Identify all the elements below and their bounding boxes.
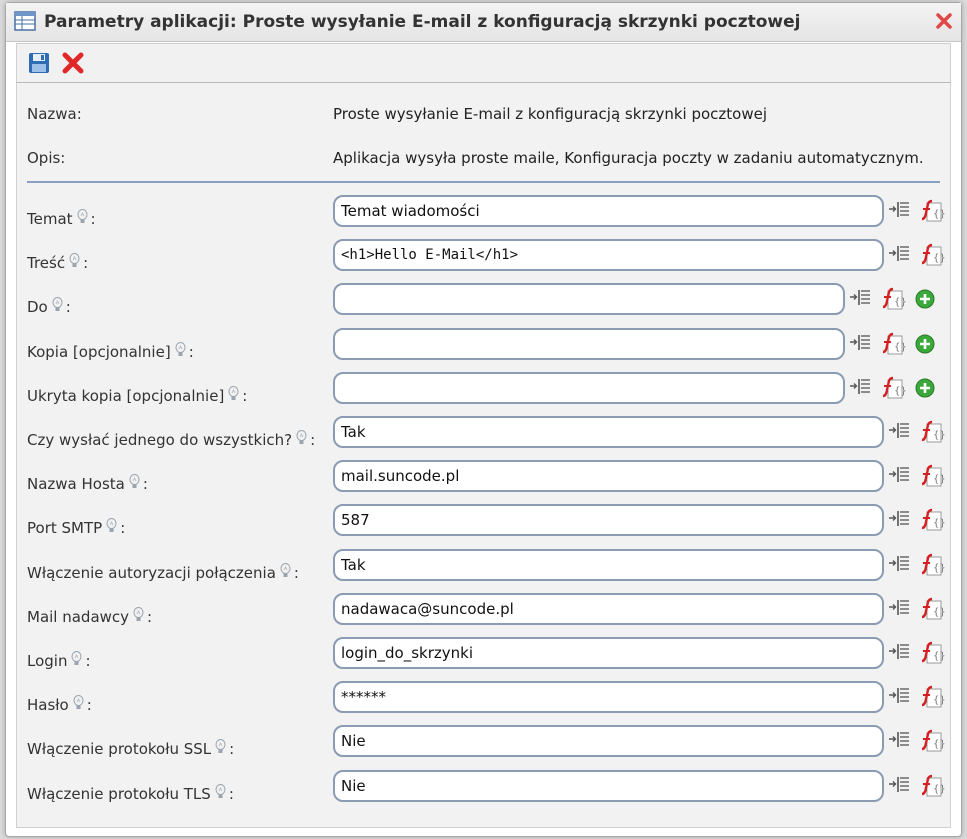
parameter-row (17, 593, 950, 637)
insert-variable-icon[interactable] (888, 597, 912, 621)
parameter-row (17, 504, 950, 548)
parameter-input[interactable] (333, 328, 845, 360)
parameter-label-text: Kopia [opcjonalnie] (27, 342, 171, 361)
parameter-input[interactable] (333, 416, 884, 448)
description-label: Opis: (27, 149, 66, 167)
parameter-label (27, 651, 91, 670)
parameter-input[interactable] (333, 770, 884, 802)
dialog-title: Parametry aplikacji: Proste wysyłanie E-mail z konfiguracją skrzynki pocztowej (44, 12, 801, 32)
parameter-input[interactable] (333, 504, 884, 536)
label-colon: : (85, 652, 91, 670)
function-icon[interactable] (919, 774, 946, 798)
function-icon[interactable] (919, 464, 946, 488)
parameter-label-text: Włączenie autoryzacji połączenia (27, 563, 276, 582)
svg-text:{}: {} (933, 695, 946, 707)
save-icon[interactable] (27, 51, 51, 75)
parameter-input[interactable] (333, 195, 884, 227)
parameter-row (17, 195, 950, 239)
label-colon: : (120, 519, 126, 538)
parameter-label (27, 474, 148, 493)
parameter-row (17, 372, 950, 416)
parameter-input[interactable] (333, 593, 884, 625)
parameter-label (27, 563, 299, 582)
parameter-row (17, 681, 950, 725)
label-colon: : (293, 563, 299, 582)
parameter-row (17, 549, 950, 593)
function-icon[interactable] (919, 553, 946, 577)
parameter-input[interactable] (333, 372, 845, 404)
parameter-input[interactable] (333, 725, 884, 757)
parameter-label (27, 253, 88, 272)
insert-variable-icon[interactable] (888, 685, 912, 709)
parameter-row (17, 328, 950, 372)
hint-bulb-icon[interactable] (52, 297, 63, 313)
function-icon[interactable] (919, 597, 946, 621)
svg-text:{}: {} (933, 562, 946, 574)
parameter-input[interactable] (333, 239, 884, 271)
parameter-label (27, 607, 152, 626)
function-icon[interactable] (880, 332, 907, 356)
svg-text:{}: {} (933, 606, 946, 618)
insert-variable-icon[interactable] (888, 774, 912, 798)
label-colon: : (188, 342, 194, 361)
label-colon: : (242, 386, 248, 405)
function-icon[interactable] (880, 376, 907, 400)
dialog-content (16, 83, 951, 828)
hint-bulb-icon[interactable] (215, 784, 226, 800)
label-colon: : (65, 298, 71, 317)
insert-variable-icon[interactable] (849, 287, 873, 311)
insert-variable-icon[interactable] (888, 729, 912, 753)
parameter-input[interactable] (333, 637, 884, 669)
insert-variable-icon[interactable] (888, 508, 912, 532)
label-colon: : (142, 475, 148, 494)
insert-variable-icon[interactable] (888, 641, 912, 665)
hint-bulb-icon[interactable] (71, 651, 82, 667)
svg-text:{}: {} (933, 651, 946, 662)
insert-variable-icon[interactable] (888, 420, 912, 444)
svg-text:{}: {} (933, 209, 946, 220)
parameter-row (17, 637, 950, 681)
svg-text:{}: {} (933, 430, 946, 441)
parameter-label-text: Port SMTP (27, 519, 103, 538)
table-icon (14, 11, 36, 31)
insert-variable-icon[interactable] (849, 332, 873, 356)
hint-bulb-icon[interactable] (215, 739, 226, 755)
dialog-toolbar (16, 43, 951, 83)
add-item-icon[interactable] (913, 287, 937, 311)
parameter-label-text: Login (27, 652, 68, 670)
dialog-titlebar (6, 3, 961, 42)
parameter-label-text: Nazwa Hosta (27, 475, 125, 494)
svg-text:{}: {} (933, 783, 946, 795)
parameter-input[interactable] (333, 283, 845, 315)
parameter-label-text: Temat (27, 210, 73, 228)
label-colon: : (83, 254, 89, 273)
close-dialog-icon[interactable] (935, 12, 953, 30)
hint-bulb-icon[interactable] (228, 386, 239, 402)
insert-variable-icon[interactable] (888, 199, 912, 223)
function-icon[interactable] (919, 420, 946, 444)
function-icon[interactable] (919, 729, 946, 753)
app-parameters-dialog (5, 2, 962, 837)
parameter-label-text: Włączenie protokołu TLS (27, 784, 211, 803)
label-colon: : (228, 784, 234, 803)
svg-text:{}: {} (894, 297, 907, 309)
label-colon: : (229, 740, 235, 759)
parameter-label (27, 209, 96, 228)
section-divider (27, 181, 940, 183)
function-icon[interactable] (919, 243, 946, 267)
add-item-icon[interactable] (913, 332, 937, 356)
parameter-label-text: Czy wysłać jednego do wszystkich? (27, 431, 293, 449)
hint-bulb-icon[interactable] (296, 430, 307, 446)
hint-bulb-icon[interactable] (133, 607, 144, 623)
name-value: Proste wysyłanie E-mail z konfiguracją skrzynki pocztowej (333, 105, 768, 123)
parameter-label-text: Do (27, 298, 48, 317)
function-icon[interactable] (880, 287, 907, 311)
hint-bulb-icon[interactable] (69, 253, 80, 269)
function-icon[interactable] (919, 685, 946, 709)
parameter-row (17, 460, 950, 504)
parameter-row (17, 725, 950, 769)
parameter-row (17, 770, 950, 814)
parameter-row (17, 283, 950, 327)
insert-variable-icon[interactable] (888, 553, 912, 577)
parameter-label (27, 695, 92, 714)
parameter-label (27, 739, 234, 758)
parameter-label-text: Mail nadawcy (27, 607, 130, 626)
insert-variable-icon[interactable] (888, 243, 912, 267)
insert-variable-icon[interactable] (849, 376, 873, 400)
label-colon: : (147, 607, 153, 626)
svg-text:{}: {} (894, 385, 907, 397)
parameter-input[interactable] (333, 549, 884, 581)
parameter-label (27, 518, 125, 537)
hint-bulb-icon[interactable] (77, 209, 88, 225)
name-label: Nazwa: (27, 105, 82, 123)
hint-bulb-icon[interactable] (106, 518, 117, 534)
parameter-label (27, 342, 194, 361)
hint-bulb-icon[interactable] (280, 563, 291, 579)
svg-text:{}: {} (933, 474, 946, 486)
function-icon[interactable] (919, 641, 946, 665)
svg-text:{}: {} (933, 518, 946, 530)
cancel-icon[interactable] (61, 51, 85, 75)
label-colon: : (310, 431, 316, 449)
parameter-label-text: Ukryta kopia [opcjonalnie] (27, 386, 225, 405)
svg-text:{}: {} (933, 739, 946, 751)
parameter-row (17, 416, 950, 460)
add-item-icon[interactable] (913, 376, 937, 400)
parameter-row (17, 239, 950, 283)
parameter-label-text: Hasło (27, 696, 69, 715)
function-icon[interactable] (919, 199, 946, 223)
hint-bulb-icon[interactable] (73, 695, 84, 711)
parameter-label-text: Włączenie protokołu SSL (27, 740, 212, 759)
parameter-input[interactable] (333, 681, 884, 713)
parameter-label (27, 297, 71, 316)
parameter-input[interactable] (333, 460, 884, 492)
function-icon[interactable] (919, 508, 946, 532)
parameter-label (27, 430, 315, 449)
parameter-label-text: Treść (27, 254, 66, 273)
parameter-label (27, 386, 247, 405)
parameter-label (27, 784, 234, 803)
insert-variable-icon[interactable] (888, 464, 912, 488)
label-colon: : (86, 696, 92, 715)
svg-text:{}: {} (933, 253, 946, 265)
description-value: Aplikacja wysyła proste maile, Konfiguracja poczty w zadaniu automatycznym. (333, 149, 924, 167)
svg-text:{}: {} (894, 341, 907, 353)
hint-bulb-icon[interactable] (129, 474, 140, 490)
label-colon: : (90, 210, 96, 228)
hint-bulb-icon[interactable] (175, 342, 186, 358)
